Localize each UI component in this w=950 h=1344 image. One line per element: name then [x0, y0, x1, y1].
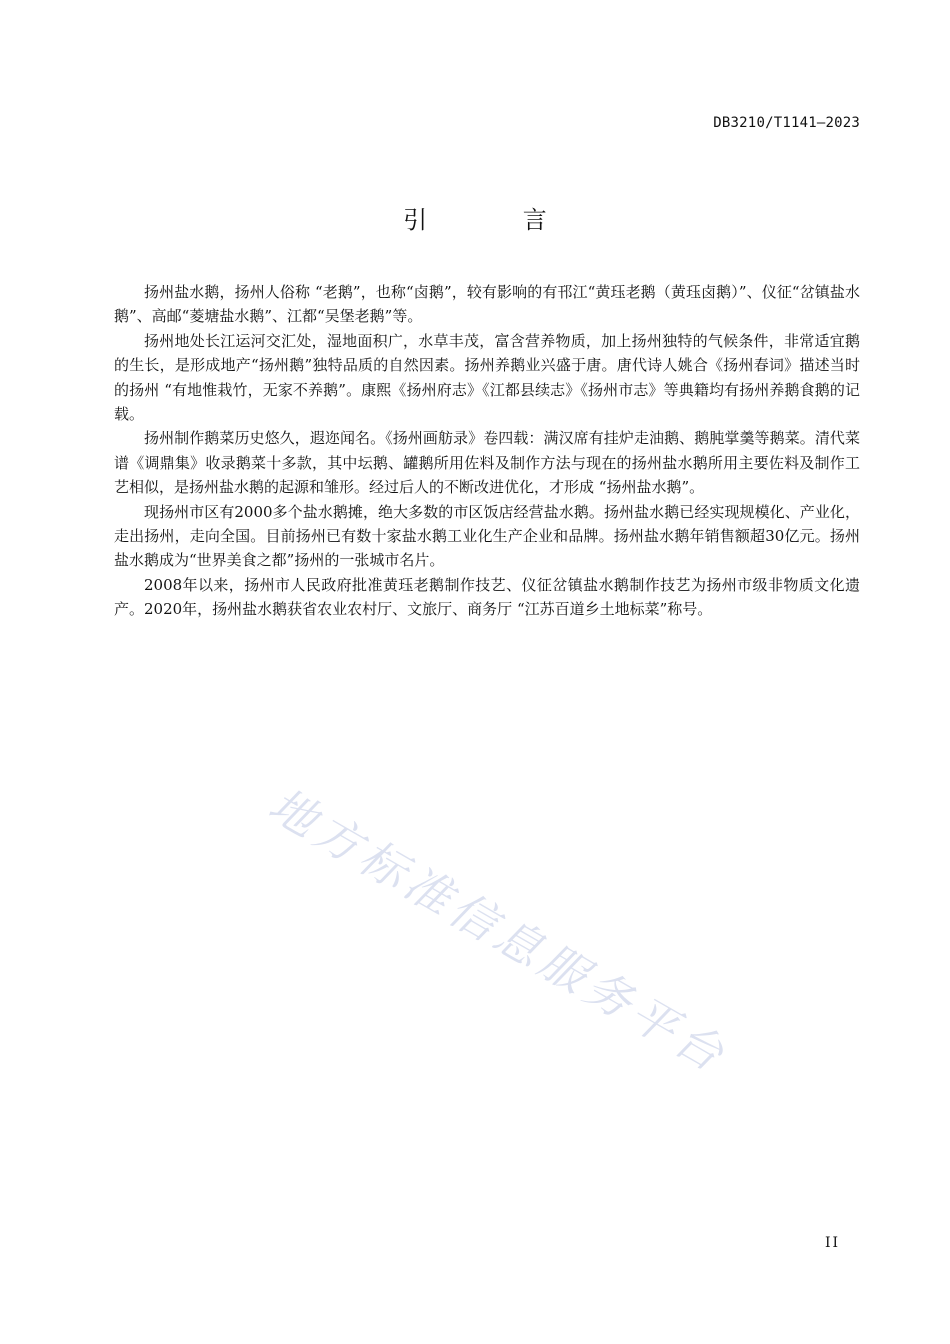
paragraph-5: 2008年以来，扬州市人民政府批准黄珏老鹅制作技艺、仪征岔镇盐水鹅制作技艺为扬州市级非物质文化遗产。2020年，扬州盐水鹅获省农业农村厅、文旅厅、商务厅 “江苏百道乡土地标菜”称号。 — [114, 575, 860, 619]
watermark: 地方标准信息服务平台 — [259, 777, 738, 1084]
paragraph-4: 现扬州市区有2000多个盐水鹅摊，绝大多数的市区饭店经营盐水鹅。扬州盐水鹅已经实现规模化、产业化，走出扬州，走向全国。目前扬州已有数十家盐水鹅工业化生产企业和品牌。扬州盐水鹅年销售额超30亿元。扬州盐水鹅成为“世界美食之都”扬州的一张城市名片。 — [114, 502, 860, 570]
paragraph-3: 扬州制作鹅菜历史悠久，遐迩闻名。《扬州画舫录》卷四载：满汉席有挂炉走油鹅、鹅肫掌羹等鹅菜。清代菜谱《调鼎集》收录鹅菜十多款，其中坛鹅、罐鹅所用佐料及制作方法与现在的扬州盐水鹅所用主要佐料及制作工艺相似，是扬州盐水鹅的起源和雏形。经过后人的不断改进优化，才形成 “扬州盐水鹅”。 — [114, 429, 860, 497]
page-number: II — [824, 1235, 840, 1251]
document-code: DB3210/T1141—2023 — [713, 115, 860, 131]
paragraph-1: 扬州盐水鹅，扬州人俗称 “老鹅”，也称“卤鹅”，较有影响的有邗江“黄珏老鹅（黄珏卤鹅）”、仪征“岔镇盐水鹅”、高邮“菱塘盐水鹅”、江都“吴堡老鹅”等。 — [114, 283, 860, 326]
paragraph-2: 扬州地处长江运河交汇处，湿地面积广，水草丰茂，富含营养物质，加上扬州独特的气候条件，非常适宜鹅的生长，是形成地产“扬州鹅”独特品质的自然因素。扬州养鹅业兴盛于唐。唐代诗人姚合《扬州春词》描述当时的扬州 “有地惟栽竹，无家不养鹅”。康熙《扬州府志》《江都县续志》《扬州市志》等典籍均有扬州养鹅食鹅的记载。 — [114, 331, 860, 424]
page-title: 引 言 — [403, 206, 591, 234]
introduction-body — [114, 280, 860, 622]
